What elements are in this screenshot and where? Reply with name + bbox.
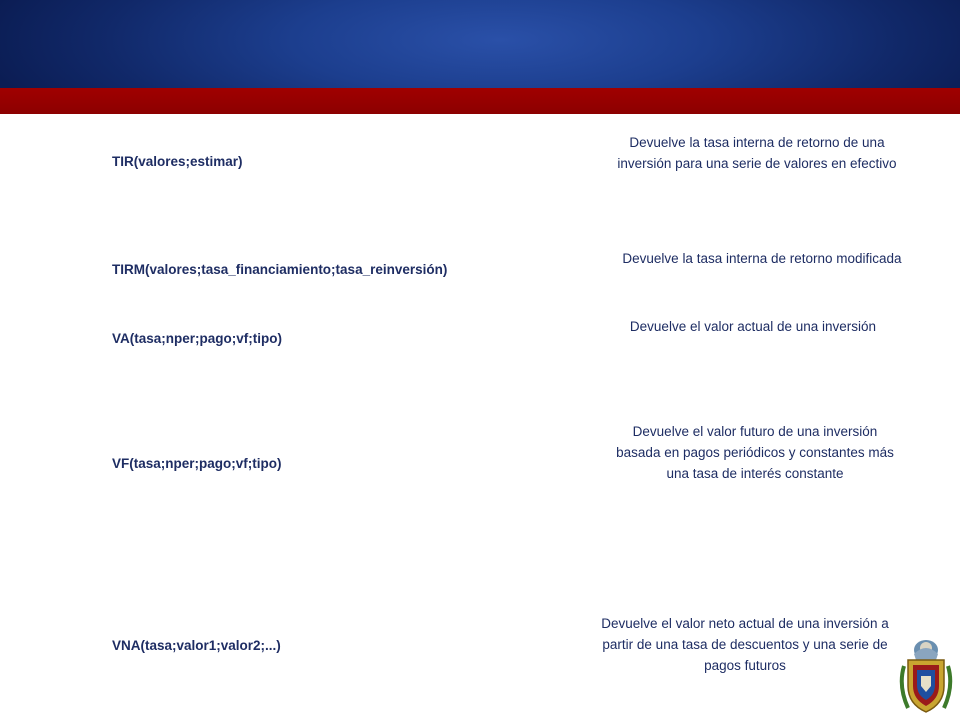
function-desc-va: Devuelve el valor actual de una inversión	[629, 319, 877, 334]
function-desc-tir: Devuelve la tasa interna de retorno de una inversión para una serie de valores en efectivo	[617, 135, 897, 171]
university-crest-icon	[896, 636, 956, 716]
function-desc-vna: Devuelve el valor neto actual de una inversión a partir de una tasa de descuentos y una serie de pagos futuros	[601, 616, 889, 673]
function-name-tirm: TIRM(valores;tasa_financiamiento;tasa_reinversión)	[112, 262, 448, 277]
header-band	[0, 0, 960, 88]
function-desc-tirm: Devuelve la tasa interna de retorno modificada	[622, 251, 902, 266]
function-name-vna: VNA(tasa;valor1;valor2;...)	[112, 638, 281, 653]
function-desc-vf: Devuelve el valor futuro de una inversión basada en pagos periódicos y constantes más una tasa de interés constante	[616, 424, 894, 481]
function-name-va: VA(tasa;nper;pago;vf;tipo)	[112, 331, 282, 346]
function-name-tir: TIR(valores;estimar)	[112, 154, 243, 169]
red-accent-band	[0, 88, 960, 114]
function-name-vf: VF(tasa;nper;pago;vf;tipo)	[112, 456, 282, 471]
